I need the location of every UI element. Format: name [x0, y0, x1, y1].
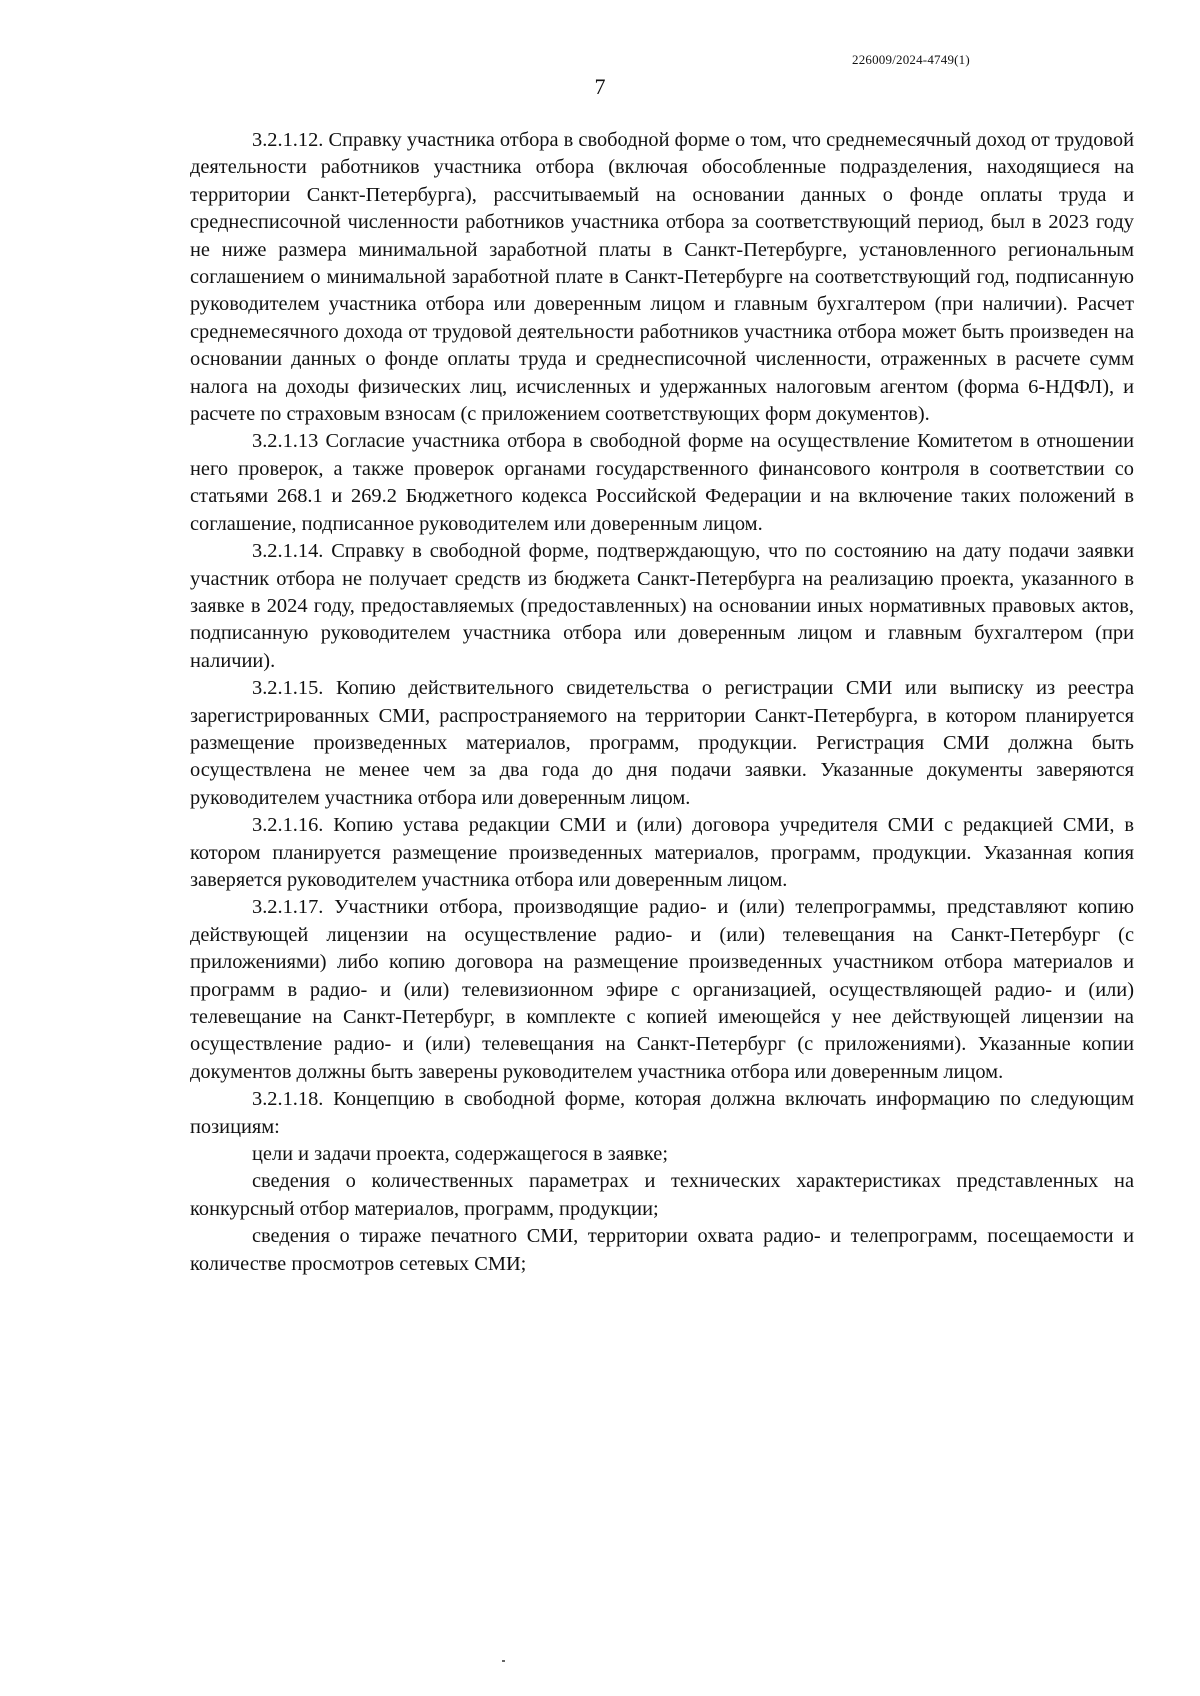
paragraph-3-2-1-17: 3.2.1.17. Участники отбора, производящие радио- и (или) телепрограммы, представляют копию действующей лицензии на осуществление радио- и (или) телевещания на Санкт-Петербург (с приложениями) либо копию договора на размещение произведенных участником отбора материалов и программ в радио- и (или) телевизионном эфире с организацией, осуществляющей радио- и (или) телевещание на Санкт-Петербург, в комплекте с копией имеющейся у нее действующей лицензии на осуществление радио- и (или) телевещания на Санкт-Петербург (с приложениями). Указанные копии документов должны быть заверены руководителем участника отбора или доверенным лицом.: [190, 896, 1134, 1083]
paragraph-3-2-1-13: 3.2.1.13 Согласие участника отбора в свободной форме на осуществление Комитетом в отношении него проверок, а также проверок органами государственного финансового контроля в соответствии со статьями 268.1 и 269.2 Бюджетного кодекса Российской Федерации и на включение таких положений в соглашение, подписанное руководителем или доверенным лицом.: [190, 430, 1134, 535]
document-body: [190, 127, 1134, 1278]
list-item-goals: цели и задачи проекта, содержащегося в заявке;: [252, 1143, 668, 1166]
paragraph-3-2-1-16: 3.2.1.16. Копию устава редакции СМИ и (или) договора учредителя СМИ с редакцией СМИ, в котором планируется размещение произведенных материалов, программ, продукции. Указанная копия заверяется руководителем участника отбора или доверенным лицом.: [190, 814, 1134, 891]
list-item-parameters: сведения о количественных параметрах и технических характеристиках представленных на конкурсный отбор материалов, программ, продукции;: [190, 1170, 1134, 1220]
paragraph-3-2-1-15: 3.2.1.15. Копию действительного свидетельства о регистрации СМИ или выписку из реестра зарегистрированных СМИ, распространяемого на территории Санкт-Петербурга, в котором планируется размещение произведенных материалов, программ, продукции. Регистрация СМИ должна быть осуществлена не менее чем за два года до дня подачи заявки. Указанные документы заверяются руководителем участника отбора или доверенным лицом.: [190, 677, 1134, 809]
paragraph-3-2-1-12: 3.2.1.12. Справку участника отбора в свободной форме о том, что среднемесячный доход от трудовой деятельности работников участника отбора (включая обособленные подразделения, находящиеся на территории Санкт-Петербурга), рассчитываемый на основании данных о фонде оплаты труда и среднесписочной численности работников участника отбора за соответствующий период, был в 2023 году не ниже размера минимальной заработной платы в Санкт-Петербурге, установленного региональным соглашением о минимальной заработной плате в Санкт-Петербурге на соответствующий год, подписанную руководителем участника отбора или доверенным лицом и главным бухгалтером (при наличии). Расчет среднемесячного дохода от трудовой деятельности работников участника отбора может быть произведен на основании данных о фонде оплаты труда и среднесписочной численности, отраженных в расчете сумм налога на доходы физических лиц, исчисленных и удержанных налоговым агентом (форма 6-НДФЛ), и расчете по страховым взносам (с приложением соответствующих форм документов).: [190, 129, 1134, 426]
page-number: 7: [594, 74, 606, 99]
paragraph-3-2-1-14: 3.2.1.14. Справку в свободной форме, подтверждающую, что по состоянию на дату подачи заявки участник отбора не получает средств из бюджета Санкт-Петербурга на реализацию проекта, указанного в заявке в 2024 году, предоставляемых (предоставленных) на основании иных нормативных правовых актов, подписанную руководителем участника отбора или доверенным лицом и главным бухгалтером (при наличии).: [190, 540, 1134, 672]
document-registration-number: 226009/2024-4749(1): [852, 52, 970, 67]
list-item-circulation: сведения о тираже печатного СМИ, территории охвата радио- и телепрограмм, посещаемости и количестве просмотров сетевых СМИ;: [190, 1225, 1134, 1275]
scan-speck: [502, 1660, 505, 1662]
paragraph-3-2-1-18: 3.2.1.18. Концепцию в свободной форме, которая должна включать информацию по следующим позициям:: [190, 1088, 1134, 1138]
